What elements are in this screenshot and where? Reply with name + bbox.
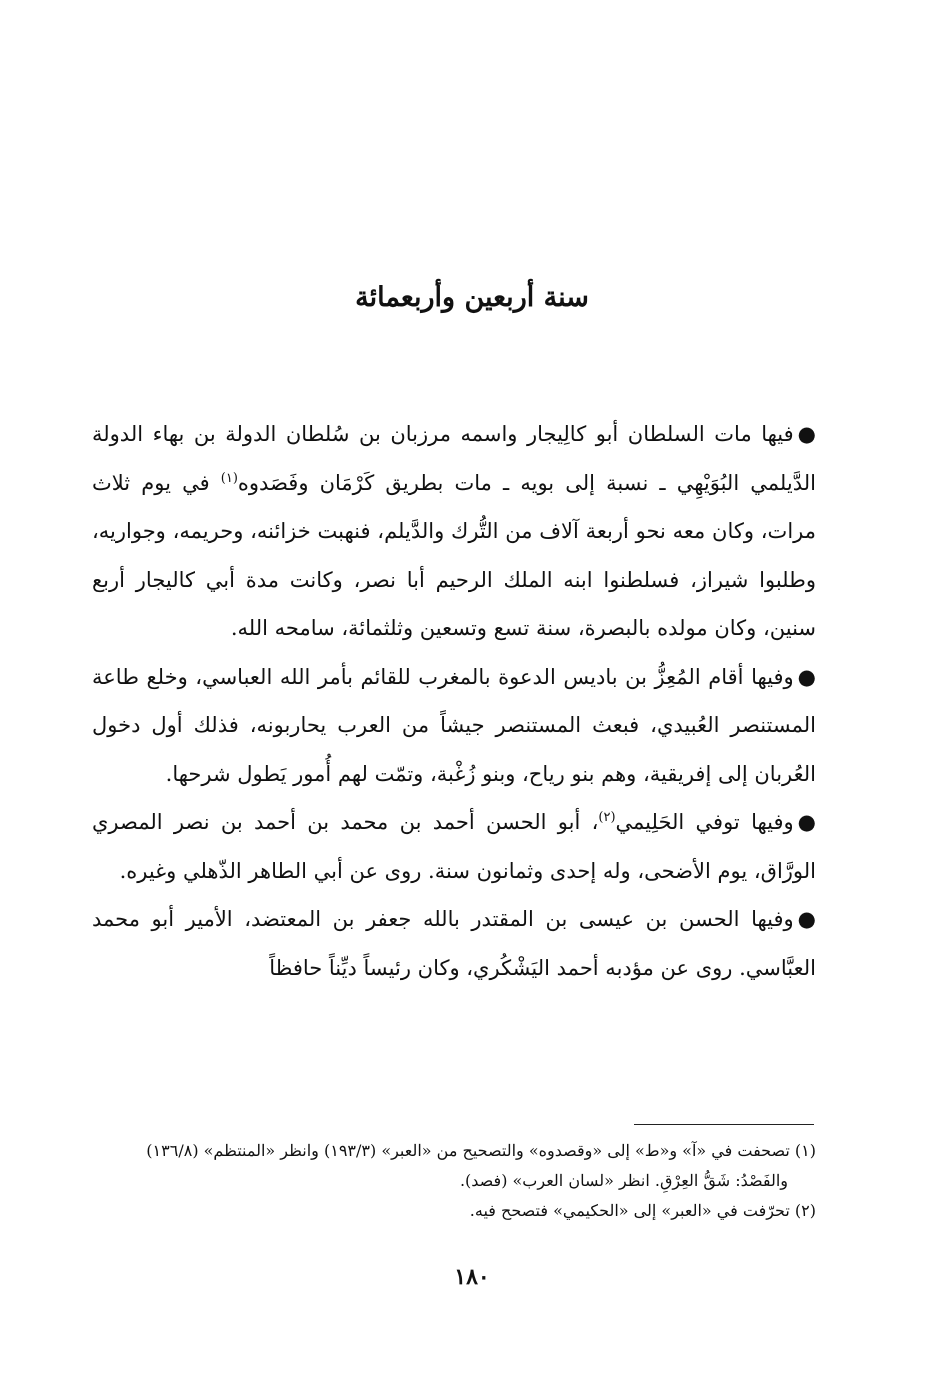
bullet-icon: ● <box>797 664 816 689</box>
paragraph-4-text: وفيها الحسن بن عيسى بن المقتدر بالله جعفر بن المعتضد، الأمير أبو محمد العبَّاسي. روى عن مؤدبه أحمد اليَشْكُري، وكان رئيساً ديِّناً حافظاً <box>92 907 816 980</box>
bullet-icon: ● <box>797 422 816 446</box>
paragraph-2 <box>92 653 816 799</box>
bullet-icon: ● <box>797 810 816 834</box>
footnote-1-continuation: والفَصْدُ: شَقُّ العِرْقِ. انظر «لسان العرب» (فصد). <box>459 1171 788 1190</box>
footnotes <box>92 1136 816 1226</box>
page-number: ١٨٠ <box>454 1264 490 1290</box>
main-text <box>92 410 816 992</box>
footnote-divider <box>634 1124 814 1125</box>
footnote-2: (٢) تحرّفت في «العبر» إلى «الحكيمي» فتصحح فيه. <box>469 1201 816 1220</box>
paragraph-1 <box>92 410 816 653</box>
footnote-ref-2[interactable]: (٢) <box>598 810 616 825</box>
paragraph-3-text: وفيها توفي الحَلِيمي <box>615 810 794 834</box>
paragraph-3-text-cont: ، أبو الحسن أحمد بن محمد بن أحمد بن نصر المصري الورَّاق، يوم الأضحى، وله إحدى وثمانون سنة. روى عن أبي الطاهر الذّهلي وغيره. <box>92 810 816 883</box>
paragraph-2-text: وفيها أقام المُعِزُّ بن باديس الدعوة بالمغرب للقائم بأمر الله العباسي، وخلع طاعة المستنصر العُبيدي، فبعث المستنصر جيشاً من العرب يحاربونه، فذلك أول دخول العُربان إلى إفريقية، وهم بنو رياح، وبنو زُغْبة، وتمّت لهم أُمور يَطول شرحها. <box>92 664 816 786</box>
paragraph-3 <box>92 798 816 895</box>
footnote-1: (١) تصحفت في «آ» و«ط» إلى «وقصدوه» والتصحيح من «العبر» (١٩٣/٣) وانظر «المنتظم» (١٣٦/٨) <box>146 1141 816 1160</box>
paragraph-1-text: فيها مات السلطان أبو كالِيجار واسمه مرزبان بن سُلطان الدولة بن بهاء الدولة الدَّيلمي البُوَيْهِي ـ نسبة إلى بويه ـ مات بطريق كَرْمَان وفَصَدوه <box>92 422 816 495</box>
bullet-icon: ● <box>797 907 816 931</box>
paragraph-4 <box>92 895 816 992</box>
paragraph-1-text-cont: في يوم ثلاث مرات، وكان معه نحو أربعة آلاف من التُّرك والدَّيلم، فنهبت خزائنه، وحريمه، وجواريه، وطلبوا شيراز، فسلطنوا ابنه الملك الرحيم أبا نصر، وكانت مدة أبي كاليجار أربع سنين، وكان مولده بالبصرة، سنة تسع وتسعين وثلثمائة، سامحه الله. <box>92 470 816 640</box>
footnote-ref-1[interactable]: (١) <box>220 470 238 486</box>
chapter-title: سنة أربعين وأربعمائة <box>355 282 589 313</box>
